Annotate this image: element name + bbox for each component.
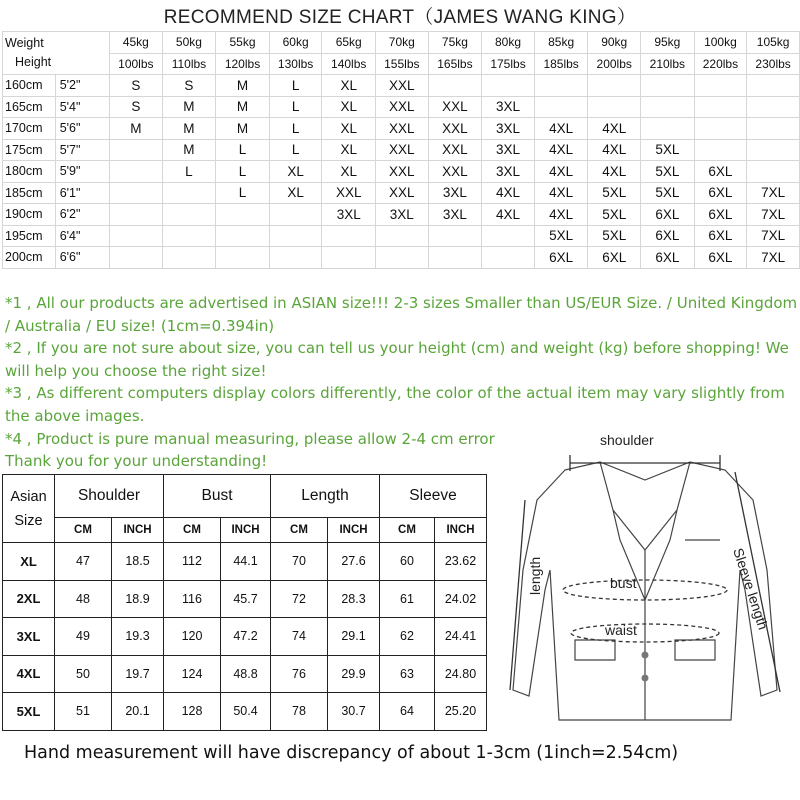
weight-kg-header: 50kg <box>162 32 216 54</box>
size-cell <box>428 225 482 247</box>
size-cell <box>747 96 800 118</box>
size-cell: 3XL <box>482 139 535 161</box>
size-cell: M <box>216 118 270 140</box>
size-cell: M <box>216 75 270 97</box>
size-cell: 6XL <box>694 225 747 247</box>
size-cell <box>641 75 695 97</box>
height-inch: 5'6" <box>55 118 109 140</box>
size-cell: XL <box>322 96 376 118</box>
size-cell <box>534 75 588 97</box>
size-cell <box>216 204 270 226</box>
measure-value: 63 <box>380 655 435 693</box>
size-cell: 7XL <box>747 247 800 269</box>
size-cell <box>747 75 800 97</box>
measure-value: 29.9 <box>328 655 380 693</box>
measure-value: 49 <box>55 618 112 656</box>
size-cell: L <box>162 161 216 183</box>
size-cell <box>482 225 535 247</box>
height-inch: 5'2" <box>55 75 109 97</box>
size-cell <box>269 247 322 269</box>
size-cell: 4XL <box>534 182 588 204</box>
unit-header: INCH <box>328 518 380 543</box>
size-cell: XXL <box>376 75 429 97</box>
table-row <box>3 118 800 140</box>
size-cell: XXL <box>376 139 429 161</box>
size-cell: 4XL <box>534 118 588 140</box>
weight-lbs-header: 120lbs <box>216 53 270 75</box>
size-cell: 3XL <box>376 204 429 226</box>
measure-value: 116 <box>164 580 221 618</box>
size-cell: S <box>110 75 163 97</box>
button-icon <box>642 675 649 682</box>
size-cell: L <box>269 118 322 140</box>
unit-header: CM <box>271 518 328 543</box>
jacket-diagram <box>495 430 795 730</box>
size-cell <box>110 139 163 161</box>
weight-kg-header: 45kg <box>110 32 163 54</box>
measure-value: 62 <box>380 618 435 656</box>
size-cell: 7XL <box>747 204 800 226</box>
measure-value: 120 <box>164 618 221 656</box>
size-cell: XL <box>269 182 322 204</box>
note-4: *4 , Product is pure manual measuring, please allow 2-4 cm error <box>5 429 495 448</box>
size-cell: 6XL <box>694 247 747 269</box>
asian-size-cell: XL <box>3 543 55 581</box>
note-1: *1 , All our products are advertised in ASIAN size!!! 2-3 sizes Smaller than US/EUR Size. / United Kingdom / Australia / EU size! (1cm=0.394in) <box>5 294 798 335</box>
size-cell <box>110 225 163 247</box>
measure-value: 78 <box>271 693 328 731</box>
size-recommendation-table <box>2 31 800 269</box>
height-inch: 6'2" <box>55 204 109 226</box>
measurement-table <box>2 474 487 731</box>
weight-kg-header: 65kg <box>322 32 376 54</box>
measure-value: 64 <box>380 693 435 731</box>
measure-value: 24.02 <box>435 580 487 618</box>
size-cell: 5XL <box>588 204 641 226</box>
table-row <box>3 96 800 118</box>
size-cell <box>376 225 429 247</box>
weight-kg-header: 100kg <box>694 32 747 54</box>
waist-label: waist <box>605 622 637 638</box>
height-cm: 190cm <box>3 204 56 226</box>
size-cell: L <box>269 139 322 161</box>
asian-label: Asian <box>10 488 47 505</box>
weight-kg-header: 95kg <box>641 32 695 54</box>
measure-value: 44.1 <box>221 543 271 581</box>
measure-value: 18.9 <box>112 580 164 618</box>
table-row <box>3 161 800 183</box>
measure-value: 51 <box>55 693 112 731</box>
weight-lbs-header: 200lbs <box>588 53 641 75</box>
height-inch: 5'7" <box>55 139 109 161</box>
size-cell: XL <box>322 118 376 140</box>
size-cell <box>322 225 376 247</box>
unit-header: CM <box>55 518 112 543</box>
size-cell <box>269 204 322 226</box>
weight-kg-header: 60kg <box>269 32 322 54</box>
table-row <box>3 75 800 97</box>
size-cell: 6XL <box>641 225 695 247</box>
measure-value: 23.62 <box>435 543 487 581</box>
measure-value: 76 <box>271 655 328 693</box>
unit-header: INCH <box>221 518 271 543</box>
size-cell <box>428 75 482 97</box>
size-cell: L <box>216 139 270 161</box>
measure-value: 47.2 <box>221 618 271 656</box>
measure-value: 47 <box>55 543 112 581</box>
size-cell <box>482 247 535 269</box>
height-cm: 170cm <box>3 118 56 140</box>
table-row <box>3 182 800 204</box>
size-cell <box>162 182 216 204</box>
size-cell: XXL <box>428 96 482 118</box>
weight-lbs-header: 185lbs <box>534 53 588 75</box>
size-cell: 3XL <box>428 204 482 226</box>
weight-lbs-header: 220lbs <box>694 53 747 75</box>
size-cell <box>694 96 747 118</box>
measure-value: 27.6 <box>328 543 380 581</box>
size-cell: 3XL <box>482 161 535 183</box>
weight-kg-header: 105kg <box>747 32 800 54</box>
measure-value: 25.20 <box>435 693 487 731</box>
bust-label: bust <box>610 575 637 591</box>
size-cell <box>162 204 216 226</box>
size-cell: XL <box>269 161 322 183</box>
size-cell: 4XL <box>588 161 641 183</box>
measure-value: 45.7 <box>221 580 271 618</box>
size-cell: 4XL <box>534 204 588 226</box>
size-cell: L <box>269 75 322 97</box>
size-cell: XXL <box>428 118 482 140</box>
measure-value: 20.1 <box>112 693 164 731</box>
measure-value: 24.41 <box>435 618 487 656</box>
size-cell <box>216 247 270 269</box>
sleeve-length-label: Sleeve length <box>730 545 772 632</box>
note-2: *2 , If you are not sure about size, you can tell us your height (cm) and weight (kg) before shopping! We will help you choose the right size! <box>5 339 789 380</box>
size-cell: S <box>162 75 216 97</box>
measure-group-header: Sleeve <box>380 475 487 518</box>
height-cm: 200cm <box>3 247 56 269</box>
height-inch: 5'4" <box>55 96 109 118</box>
weight-lbs-header: 100lbs <box>110 53 163 75</box>
size-cell <box>269 225 322 247</box>
size-cell <box>588 75 641 97</box>
measure-value: 128 <box>164 693 221 731</box>
size-cell: L <box>216 182 270 204</box>
size-cell: 6XL <box>534 247 588 269</box>
measure-value: 74 <box>271 618 328 656</box>
unit-header: INCH <box>112 518 164 543</box>
length-label: length <box>527 556 543 595</box>
size-cell: XXL <box>376 161 429 183</box>
size-cell: 3XL <box>428 182 482 204</box>
measure-value: 72 <box>271 580 328 618</box>
size-cell: XXL <box>376 118 429 140</box>
weight-kg-header: 55kg <box>216 32 270 54</box>
asian-size-cell: 4XL <box>3 655 55 693</box>
size-cell <box>747 139 800 161</box>
size-cell: XXL <box>428 139 482 161</box>
size-cell <box>534 96 588 118</box>
measure-group-header: Bust <box>164 475 271 518</box>
measure-group-header: Length <box>271 475 380 518</box>
table-row <box>3 543 487 581</box>
note-thanks: Thank you for your understanding! <box>5 452 268 471</box>
size-cell <box>482 75 535 97</box>
size-cell <box>694 75 747 97</box>
table-row <box>3 139 800 161</box>
weight-kg-header: 70kg <box>376 32 429 54</box>
table-row <box>3 204 800 226</box>
asian-size-cell: 2XL <box>3 580 55 618</box>
weight-lbs-header: 175lbs <box>482 53 535 75</box>
measure-value: 50.4 <box>221 693 271 731</box>
size-cell: 4XL <box>588 118 641 140</box>
size-cell: 3XL <box>482 118 535 140</box>
size-cell: XXL <box>376 96 429 118</box>
note-3: *3 , As different computers display colors differently, the color of the actual item may vary slightly from the above images. <box>5 384 785 425</box>
height-cm: 195cm <box>3 225 56 247</box>
button-icon <box>642 652 649 659</box>
measure-value: 30.7 <box>328 693 380 731</box>
chart-title: RECOMMEND SIZE CHART（JAMES WANG KING） <box>163 7 637 28</box>
size-cell: XXL <box>322 182 376 204</box>
size-cell: 6XL <box>588 247 641 269</box>
height-cm: 160cm <box>3 75 56 97</box>
size-cell <box>110 247 163 269</box>
size-cell: M <box>162 118 216 140</box>
measure-value: 24.80 <box>435 655 487 693</box>
measure-value: 112 <box>164 543 221 581</box>
size-cell <box>747 118 800 140</box>
size-cell: 3XL <box>322 204 376 226</box>
measure-value: 61 <box>380 580 435 618</box>
measure-value: 28.3 <box>328 580 380 618</box>
size-cell: 7XL <box>747 182 800 204</box>
size-cell: 6XL <box>694 204 747 226</box>
weight-lbs-header: 110lbs <box>162 53 216 75</box>
size-cell <box>110 161 163 183</box>
size-cell: L <box>269 96 322 118</box>
unit-header: INCH <box>435 518 487 543</box>
height-inch: 6'6" <box>55 247 109 269</box>
shoulder-label: shoulder <box>600 432 654 448</box>
size-cell <box>641 96 695 118</box>
asian-size-cell: 5XL <box>3 693 55 731</box>
size-cell: S <box>110 96 163 118</box>
size-cell <box>747 161 800 183</box>
size-cell: XXL <box>428 161 482 183</box>
size-cell: 6XL <box>641 204 695 226</box>
size-cell: 5XL <box>588 225 641 247</box>
unit-header: CM <box>164 518 221 543</box>
weight-lbs-header: 155lbs <box>376 53 429 75</box>
measure-group-header: Shoulder <box>55 475 164 518</box>
size-cell: 4XL <box>534 161 588 183</box>
size-cell <box>428 247 482 269</box>
size-cell: M <box>162 96 216 118</box>
size-cell <box>376 247 429 269</box>
weight-lbs-header: 165lbs <box>428 53 482 75</box>
weight-lbs-header: 130lbs <box>269 53 322 75</box>
size-cell: 6XL <box>694 182 747 204</box>
height-inch: 6'1" <box>55 182 109 204</box>
weight-kg-header: 90kg <box>588 32 641 54</box>
size-cell: 5XL <box>534 225 588 247</box>
size-cell <box>216 225 270 247</box>
footer-note: Hand measurement will have discrepancy of about 1-3cm (1inch=2.54cm) <box>24 743 679 763</box>
table-row <box>3 225 800 247</box>
size-cell: L <box>216 161 270 183</box>
size-cell: 4XL <box>588 139 641 161</box>
size-cell: 4XL <box>482 182 535 204</box>
size-cell: XL <box>322 161 376 183</box>
table-row <box>3 580 487 618</box>
height-inch: 6'4" <box>55 225 109 247</box>
size-cell: 6XL <box>694 161 747 183</box>
measure-value: 50 <box>55 655 112 693</box>
weight-lbs-header: 140lbs <box>322 53 376 75</box>
size-cell: M <box>110 118 163 140</box>
weight-height-header <box>3 32 110 75</box>
weight-lbs-header: 230lbs <box>747 53 800 75</box>
size-cell <box>641 118 695 140</box>
size-cell <box>162 225 216 247</box>
weight-label: Weight <box>5 36 44 50</box>
size-cell: 7XL <box>747 225 800 247</box>
size-cell <box>694 139 747 161</box>
table-row <box>3 247 800 269</box>
size-cell: 3XL <box>482 96 535 118</box>
measure-value: 124 <box>164 655 221 693</box>
height-label: Height <box>15 55 52 69</box>
size-cell <box>588 96 641 118</box>
measure-value: 70 <box>271 543 328 581</box>
height-cm: 185cm <box>3 182 56 204</box>
size-cell: M <box>162 139 216 161</box>
size-cell: M <box>216 96 270 118</box>
measure-value: 29.1 <box>328 618 380 656</box>
size-cell: XL <box>322 139 376 161</box>
table-row <box>3 618 487 656</box>
table-row <box>3 693 487 731</box>
size-cell: 5XL <box>641 139 695 161</box>
weight-lbs-header: 210lbs <box>641 53 695 75</box>
size-cell <box>322 247 376 269</box>
weight-kg-header: 85kg <box>534 32 588 54</box>
measure-value: 18.5 <box>112 543 164 581</box>
size-cell: 5XL <box>588 182 641 204</box>
measure-value: 19.3 <box>112 618 164 656</box>
size-cell <box>110 182 163 204</box>
height-inch: 5'9" <box>55 161 109 183</box>
size-cell: 4XL <box>534 139 588 161</box>
measure-value: 60 <box>380 543 435 581</box>
size-cell: XXL <box>376 182 429 204</box>
height-cm: 175cm <box>3 139 56 161</box>
measure-value: 48.8 <box>221 655 271 693</box>
unit-header: CM <box>380 518 435 543</box>
height-cm: 180cm <box>3 161 56 183</box>
asian-size-header <box>3 475 55 543</box>
size-cell <box>162 247 216 269</box>
height-cm: 165cm <box>3 96 56 118</box>
measure-value: 19.7 <box>112 655 164 693</box>
size-cell: XL <box>322 75 376 97</box>
size-cell <box>694 118 747 140</box>
weight-kg-header: 75kg <box>428 32 482 54</box>
weight-kg-header: 80kg <box>482 32 535 54</box>
size-cell: 5XL <box>641 161 695 183</box>
table-row <box>3 655 487 693</box>
size-cell: 4XL <box>482 204 535 226</box>
size-cell: 6XL <box>641 247 695 269</box>
size-cell: 5XL <box>641 182 695 204</box>
size-label: Size <box>14 512 43 529</box>
measure-value: 48 <box>55 580 112 618</box>
size-cell <box>110 204 163 226</box>
asian-size-cell: 3XL <box>3 618 55 656</box>
